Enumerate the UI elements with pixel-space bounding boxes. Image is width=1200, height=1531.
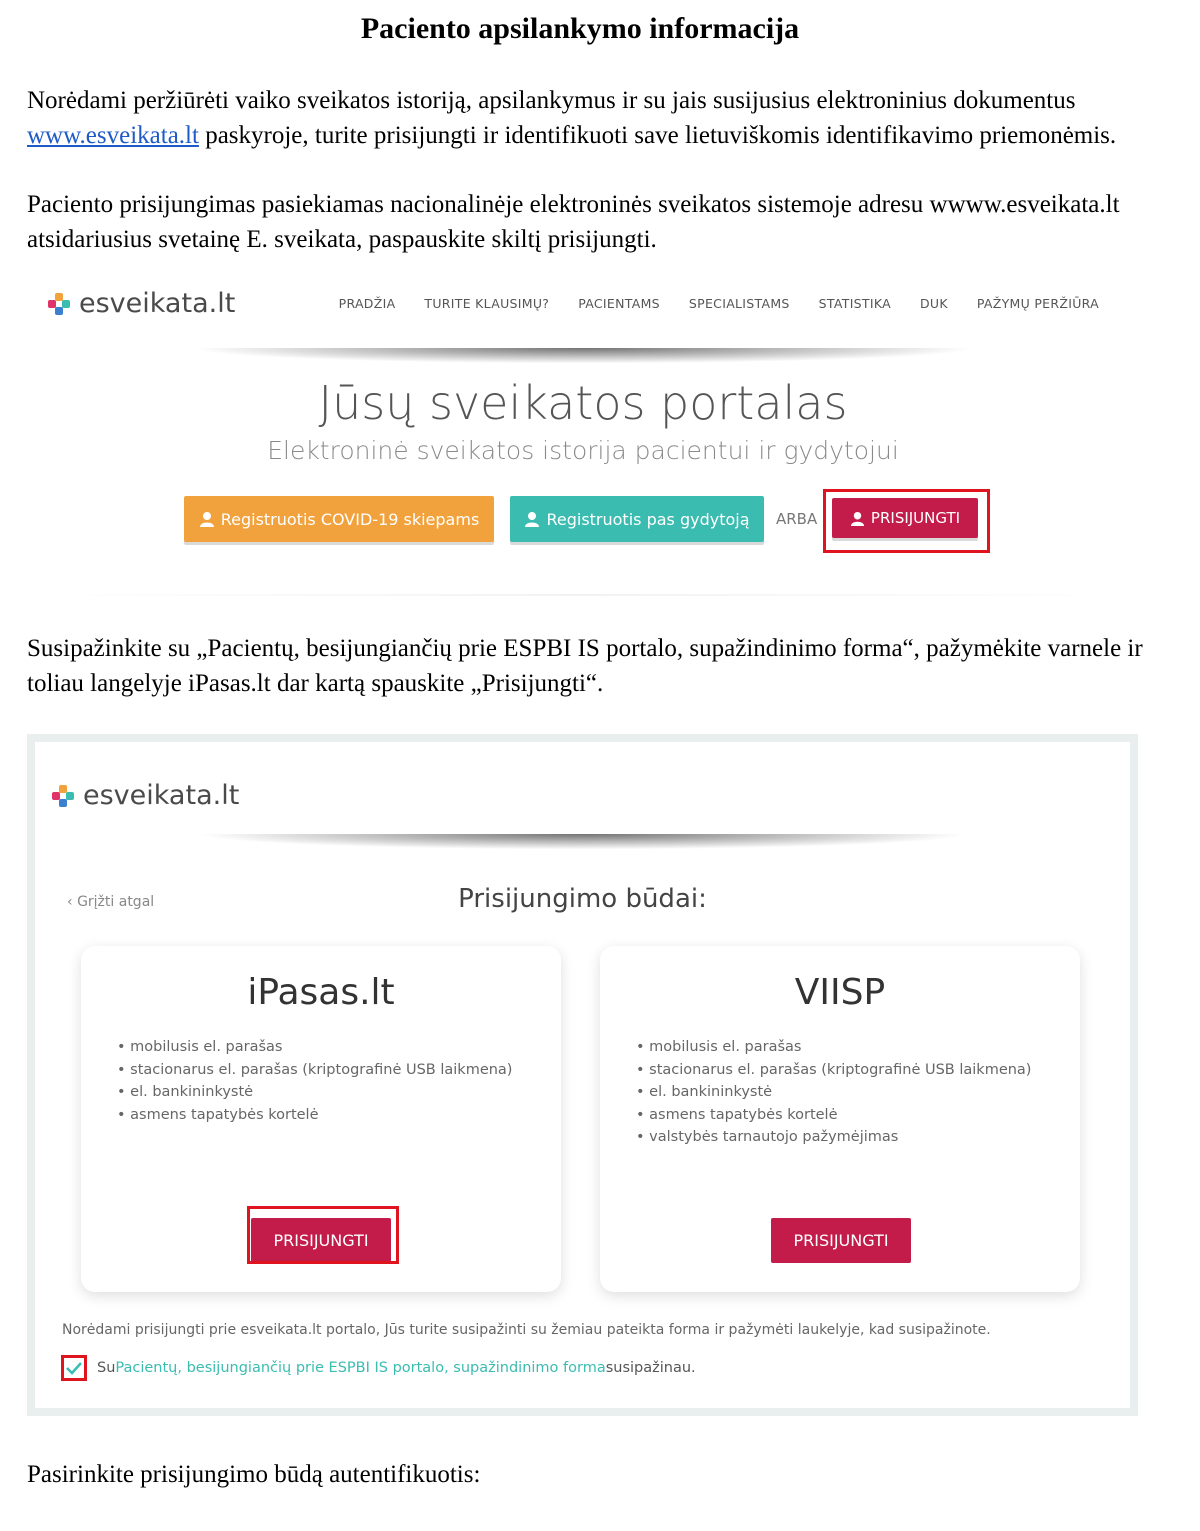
consent-note: Norėdami prisijungti prie esveikata.lt portalo, Jūs turite susipažinti su žemiau pateikta forma ir pažymėti laukelyje, kad susipažinote. [62, 1322, 991, 1338]
consent-checkbox[interactable] [61, 1355, 87, 1381]
login-button[interactable]: PRISIJUNGTI [832, 498, 978, 538]
login-highlight-box [823, 489, 990, 553]
list-item: • valstybės tarnautojo pažymėjimas [636, 1126, 1031, 1149]
card-title: VIISP [794, 972, 886, 1013]
user-icon [524, 511, 540, 527]
main-nav [339, 296, 1099, 311]
instruction-paragraph: Susipažinkite su „Pacientų, besijungiančių prie ESPBI IS portalo, supažindinimo forma“, pažymėkite varnele ir toliau langelyje iPasas.lt dar kartą spauskite „Prisijungti“. [27, 635, 1143, 697]
list-item: • asmens tapatybės kortelė [636, 1104, 1031, 1127]
nav-item-pazymu-perziura[interactable]: PAŽYMŲ PERŽIŪRA [976, 296, 1099, 311]
method-list [636, 1036, 1031, 1149]
chevron-left-icon: ‹ [67, 894, 73, 910]
register-covid-button[interactable]: Registruotis COVID-19 skiepams [184, 496, 494, 542]
logo[interactable]: esveikata.lt [51, 780, 239, 811]
ipasas-login-button[interactable]: PRISIJUNGTI [251, 1218, 391, 1263]
list-item: • asmens tapatybės kortelė [117, 1104, 512, 1127]
method-list [117, 1036, 512, 1126]
hero-subtitle: Elektroninė sveikatos istorija pacientui ir gydytojui [267, 436, 899, 465]
methods-title: Prisijungimo būdai: [458, 884, 707, 914]
nav-item-klausimu[interactable]: TURITE KLAUSIMŲ? [424, 296, 550, 311]
header-divider [35, 834, 1130, 856]
back-link[interactable]: ‹ Grįžti atgal [67, 894, 155, 910]
nav-item-pacientams[interactable]: PACIENTAMS [578, 296, 660, 311]
header-divider [27, 348, 1139, 370]
card-title: iPasas.lt [247, 972, 395, 1013]
hero-title: Jūsų sveikatos portalas [318, 376, 848, 430]
list-item: • el. bankininkystė [117, 1081, 512, 1104]
login-methods-screenshot [27, 734, 1138, 1416]
esveikata-logo-icon [47, 292, 71, 316]
nav-item-pradzia[interactable]: PRADŽIA [338, 296, 396, 311]
consent-row: Su Pacientų, besijungiančių prie ESPBI IS portalo, supažindinimo forma susipažinau. [61, 1355, 696, 1381]
viisp-card [600, 946, 1080, 1292]
register-doctor-button[interactable]: Registruotis pas gydytoją [510, 496, 764, 542]
or-label: ARBA [776, 510, 818, 528]
nav-item-specialistams[interactable]: SPECIALISTAMS [688, 296, 790, 311]
consent-form-link[interactable]: Pacientų, besijungiančių prie ESPBI IS portalo, supažindinimo forma [115, 1360, 606, 1376]
user-icon [199, 511, 215, 527]
list-item: • mobilusis el. parašas [117, 1036, 512, 1059]
nav-item-duk[interactable]: DUK [919, 296, 948, 311]
choose-method-paragraph: Pasirinkite prisijungimo būdą autentifikuotis: [27, 1461, 481, 1488]
esveikata-logo-icon [51, 784, 75, 808]
document-title: Paciento apsilankymo informacija [360, 12, 800, 45]
list-item: • stacionarus el. parašas (kriptografinė USB laikmena) [636, 1059, 1031, 1082]
portal-home-screenshot [27, 276, 1139, 600]
list-item: • stacionarus el. parašas (kriptografinė USB laikmena) [117, 1059, 512, 1082]
intro-paragraph: Norėdami peržiūrėti vaiko sveikatos istoriją, apsilankymus ir su jais susijusius elektroninius dokumentus www.esveikata.lt paskyroje, turite prisijungti ir identifikuoti save lietuviškomis identifikavimo priemonėmis. [27, 87, 1117, 149]
login-paragraph: Paciento prisijungimas pasiekiamas nacionalinėje elektroninės sveikatos sistemoje adresu wwww.esveikata.lt atsidariusius svetainę E. sveikata, paspauskite skiltį prisijungti. [27, 191, 1120, 253]
login-methods-page [35, 742, 1130, 1408]
check-icon [66, 1361, 82, 1375]
list-item: • el. bankininkystė [636, 1081, 1031, 1104]
logo[interactable]: esveikata.lt [47, 288, 235, 319]
list-item: • mobilusis el. parašas [636, 1036, 1031, 1059]
esveikata-link[interactable]: www.esveikata.lt [27, 121, 199, 149]
bottom-fade-line [27, 594, 1139, 596]
ipasas-highlight-box [247, 1206, 399, 1264]
nav-item-statistika[interactable]: STATISTIKA [818, 296, 891, 311]
viisp-login-button[interactable]: PRISIJUNGTI [771, 1218, 911, 1263]
